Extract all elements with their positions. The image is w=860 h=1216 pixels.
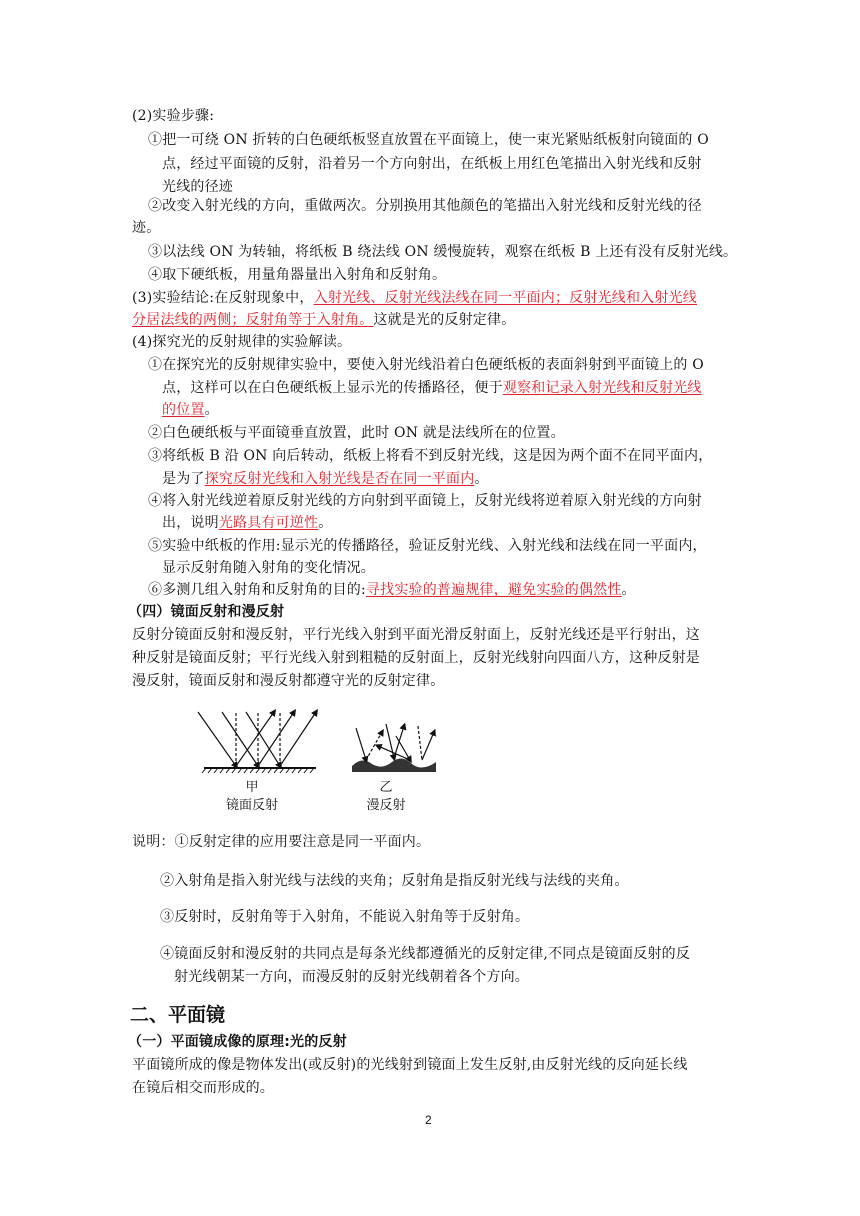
analysis6-suffix: 。 xyxy=(621,582,636,598)
analysis1-suffix: 。 xyxy=(204,402,219,418)
analysis1-line3 xyxy=(162,401,219,420)
analysis3-highlight: 探究反射光线和入射光线是否在同一平面内 xyxy=(204,471,475,487)
conclusion-line2 xyxy=(132,311,515,330)
conclusion-highlight-1: 入射光线、反射光线法线在同一平面内；反射光线和入射光线 xyxy=(313,290,697,306)
analysis4-line1: ④将入射光线逆着原反射光线的方向射到平面镜上，反射光线将逆着原入射光线的方向射 xyxy=(148,493,702,509)
analysis1-prefix: 点，这样可以在白色硬纸板上显示光的传播路径，便于 xyxy=(162,380,503,396)
analysis1-highlight: 观察和记录入射光线和反射光线 xyxy=(502,380,702,396)
analysis1-highlight-2: 的位置 xyxy=(162,402,205,418)
step2-line1: ②改变入射光线的方向，重做两次。分别换用其他颜色的笔描出入射光线和反射光线的径 xyxy=(148,198,702,214)
step3: ③以法线 ON 为转轴，将纸板 B 绕法线 ON 缓慢旋转，观察在纸板 B 上还有没有反射光线。 xyxy=(148,244,738,260)
reflection-figure xyxy=(196,706,456,776)
step-title: (2)实验步骤: xyxy=(132,108,215,124)
analysis4-line2 xyxy=(162,514,332,533)
analysis6 xyxy=(148,581,636,600)
reflection-para-line1: 反射分镜面反射和漫反射，平行光线入射到平面光滑反射面上，反射光线还是平行射出，这 xyxy=(132,627,700,643)
figure-label-jia: 甲 xyxy=(245,780,259,795)
analysis6-highlight: 寻找实验的普遍规律，避免实验的偶然性 xyxy=(365,582,622,598)
section-title-plane-mirror: 二、平面镜 xyxy=(130,1004,226,1026)
step1-line1: ①把一可绕 ON 折转的白色硬纸板竖直放置在平面镜上，使一束光紧贴纸板射向镜面的 O xyxy=(148,132,709,148)
conclusion-suffix: 这就是光的反射定律。 xyxy=(373,312,516,328)
page-number: 2 xyxy=(425,1113,432,1127)
note-2: ②入射角是指入射光线与法线的夹角；反射角是指反射光线与法线的夹角。 xyxy=(160,873,629,889)
analysis4-highlight: 光路具有可逆性 xyxy=(218,515,319,531)
section-heading-reflection: （四）镜面反射和漫反射 xyxy=(128,604,285,620)
principle-line1: 平面镜所成的像是物体发出(或反射)的光线射到镜面上发生反射,由反射光线的反向延长线 xyxy=(132,1057,688,1073)
principle-line2: 在镜后相交而形成的。 xyxy=(132,1080,274,1096)
conclusion-prefix: (3)实验结论:在反射现象中， xyxy=(132,290,314,306)
step1-line3: 光线的径迹 xyxy=(162,179,233,195)
step4: ④取下硬纸板，用量角器量出入射角和反射角。 xyxy=(148,267,447,283)
figure-label-yi: 乙 xyxy=(379,780,393,795)
analysis-title: (4)探究光的反射规律的实验解读。 xyxy=(132,334,352,350)
analysis5-line2: 显示反射角随入射角的变化情况。 xyxy=(162,560,375,576)
note-3: ③反射时，反射角等于入射角，不能说入射角等于反射角。 xyxy=(160,909,530,925)
analysis3-line1: ③将纸板 B 沿 ON 向后转动，纸板上将看不到反射光线，这是因为两个面不在同平面内， xyxy=(148,448,713,464)
analysis4-suffix: 。 xyxy=(318,515,333,531)
analysis1-line1: ①在探究光的反射规律实验中，要使入射光线沿着白色硬纸板的表面斜射到平面镜上的 O xyxy=(148,357,704,373)
analysis2: ②白色硬纸板与平面镜垂直放置，此时 ON 就是法线所在的位置。 xyxy=(148,425,565,441)
reflection-para-line3: 漫反射，镜面反射和漫反射都遵守光的反射定律。 xyxy=(132,673,445,689)
analysis5-line1: ⑤实验中纸板的作用:显示光的传播路径，验证反射光线、入射光线和法线在同一平面内， xyxy=(148,538,707,554)
figure-caption-diffuse: 漫反射 xyxy=(366,798,406,813)
subsection-heading-principle: （一）平面镜成像的原理:光的反射 xyxy=(128,1034,347,1050)
analysis3-prefix: 是为了 xyxy=(162,471,205,487)
analysis3-suffix: 。 xyxy=(474,471,489,487)
note-4-line1: ④镜面反射和漫反射的共同点是每条光线都遵循光的反射定律,不同点是镜面反射的反 xyxy=(160,946,691,962)
figure-caption-specular: 镜面反射 xyxy=(225,798,278,813)
step1-line2: 点，经过平面镜的反射，沿着另一个方向射出，在纸板上用红色笔描出入射光线和反射 xyxy=(162,156,702,172)
specular-rays xyxy=(198,712,316,766)
analysis3-line2 xyxy=(162,470,489,489)
note-4-line2: 射光线朝某一方向，而漫反射的反射光线朝着各个方向。 xyxy=(174,969,529,985)
note-1: 说明：①反射定律的应用要注意是同一平面内。 xyxy=(132,834,431,850)
analysis1-line2 xyxy=(162,379,702,398)
step2-line2: 迹。 xyxy=(132,220,161,236)
conclusion-line1 xyxy=(132,289,697,308)
analysis4-prefix: 出，说明 xyxy=(162,515,219,531)
conclusion-highlight-2: 分居法线的两侧；反射角等于入射角。 xyxy=(132,312,374,328)
specular-mirror-surface xyxy=(202,768,316,773)
reflection-para-line2: 种反射是镜面反射；平行光线入射到粗糙的反射面上，反射光线射向四面八方，这种反射是 xyxy=(132,650,700,666)
diffuse-rough-surface xyxy=(352,758,436,772)
analysis6-prefix: ⑥多测几组入射角和反射角的目的: xyxy=(148,582,366,598)
diffuse-rays xyxy=(356,724,434,760)
